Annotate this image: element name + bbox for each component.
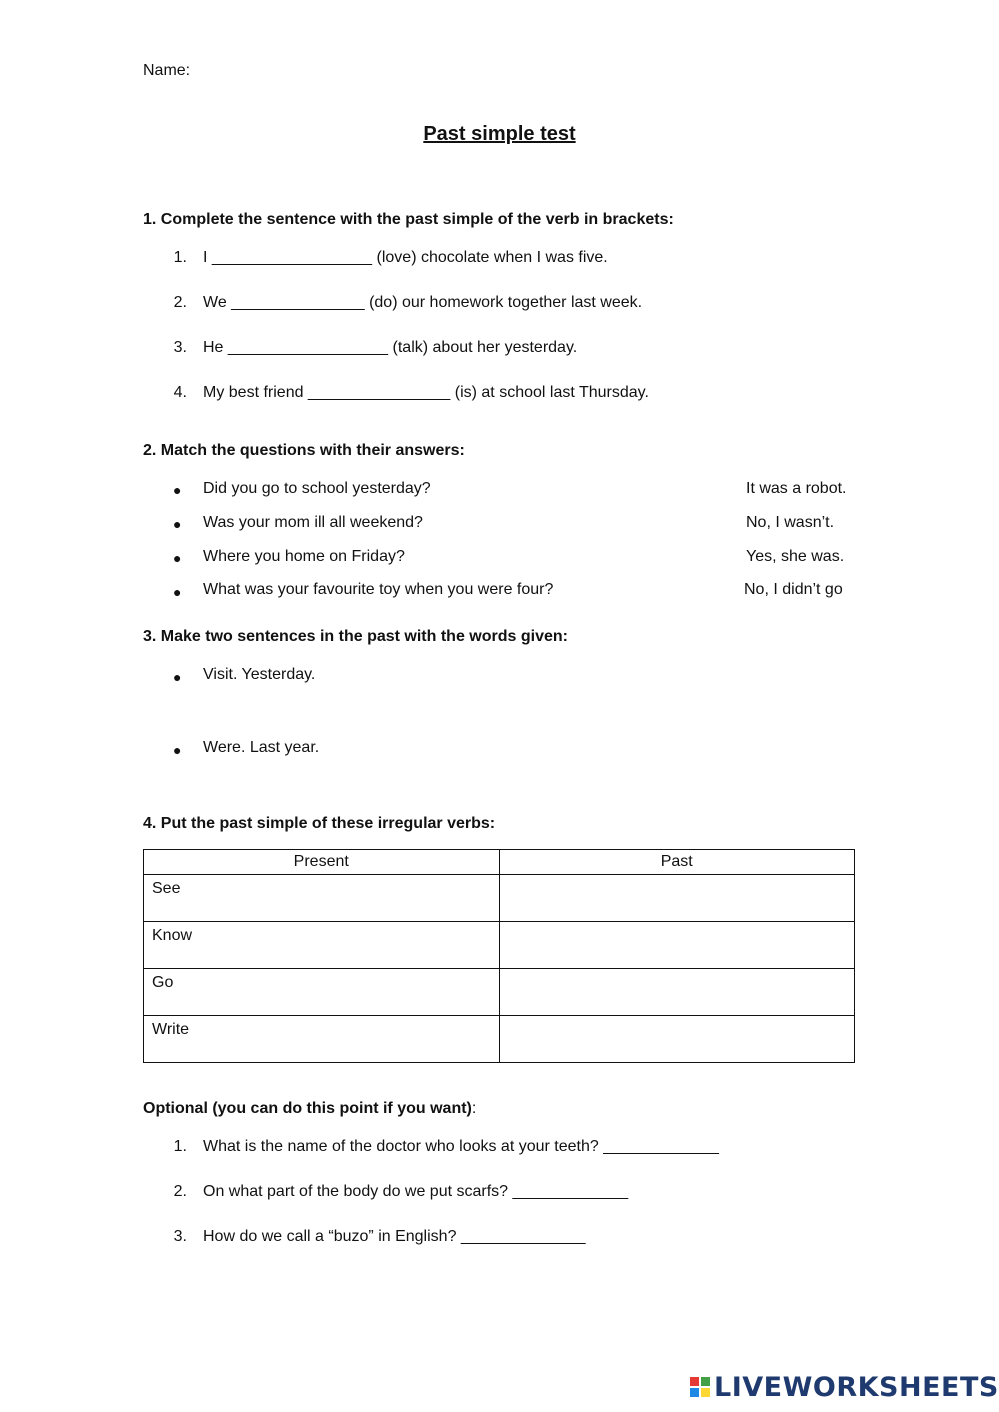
answer-text: No, I didn’t go: [744, 581, 843, 598]
item-text: On what part of the body do we put scarfs? _____________: [203, 1183, 629, 1200]
item-number: 1.: [173, 1138, 187, 1155]
present-cell: Know: [144, 922, 500, 969]
past-answer-cell[interactable]: [499, 969, 855, 1016]
item-text: We _______________ (do) our homework together last week.: [203, 294, 643, 311]
item-text: Were. Last year.: [203, 739, 320, 756]
table-header-row: [144, 850, 855, 875]
column-header-past: Past: [499, 850, 855, 875]
question-text: Where you home on Friday?: [203, 548, 405, 565]
verbs-table: [143, 849, 855, 1063]
present-cell: Write: [144, 1016, 500, 1063]
name-label: Name:: [143, 62, 191, 79]
item-number: 1.: [173, 249, 187, 266]
answer-text: It was a robot.: [746, 480, 847, 497]
answer-text: No, I wasn’t.: [746, 514, 835, 531]
item-number: 4.: [173, 384, 187, 401]
question-text: Did you go to school yesterday?: [203, 480, 431, 497]
item-number: 3.: [173, 1228, 187, 1245]
section1-heading: 1. Complete the sentence with the past simple of the verb in brackets:: [143, 211, 674, 228]
optional-heading-colon: :: [471, 1100, 477, 1117]
present-cell: See: [144, 875, 500, 922]
table-row: [144, 969, 855, 1016]
table-row: [144, 875, 855, 922]
table-row: [144, 1016, 855, 1063]
section2-heading: 2. Match the questions with their answers:: [143, 442, 465, 459]
past-answer-cell[interactable]: [499, 875, 855, 922]
section3-heading: 3. Make two sentences in the past with the words given:: [143, 628, 568, 645]
question-text: Was your mom ill all weekend?: [203, 514, 423, 531]
present-cell: Go: [144, 969, 500, 1016]
item-text: He __________________ (talk) about her yesterday.: [203, 339, 578, 356]
item-text: What is the name of the doctor who looks at your teeth? _____________: [203, 1138, 719, 1155]
bullet-icon: ●: [173, 482, 182, 498]
item-text: I __________________ (love) chocolate when I was five.: [203, 249, 608, 266]
optional-heading-bold: Optional (you can do this point if you want): [143, 1100, 472, 1117]
past-answer-cell[interactable]: [499, 1016, 855, 1063]
page-title: Past simple test: [423, 123, 576, 145]
item-text: Visit. Yesterday.: [203, 666, 316, 683]
answer-text: Yes, she was.: [746, 548, 845, 565]
bullet-icon: ●: [173, 669, 182, 685]
item-number: 2.: [173, 1183, 187, 1200]
past-answer-cell[interactable]: [499, 922, 855, 969]
liveworksheets-logo: [690, 1372, 999, 1402]
item-number: 2.: [173, 294, 187, 311]
section4-heading: 4. Put the past simple of these irregular verbs:: [143, 815, 496, 832]
logo-text: LIVEWORKSHEETS: [714, 1371, 999, 1403]
bullet-icon: ●: [173, 584, 182, 600]
column-header-present: Present: [144, 850, 500, 875]
bullet-icon: ●: [173, 742, 182, 758]
bullet-icon: ●: [173, 550, 182, 566]
logo-mark-icon: [690, 1377, 710, 1397]
bullet-icon: ●: [173, 516, 182, 532]
question-text: What was your favourite toy when you were four?: [203, 581, 554, 598]
table-row: [144, 922, 855, 969]
item-text: My best friend ________________ (is) at school last Thursday.: [203, 384, 649, 401]
item-number: 3.: [173, 339, 187, 356]
item-text: How do we call a “buzo” in English? ______________: [203, 1228, 586, 1245]
optional-heading: [143, 1100, 476, 1118]
